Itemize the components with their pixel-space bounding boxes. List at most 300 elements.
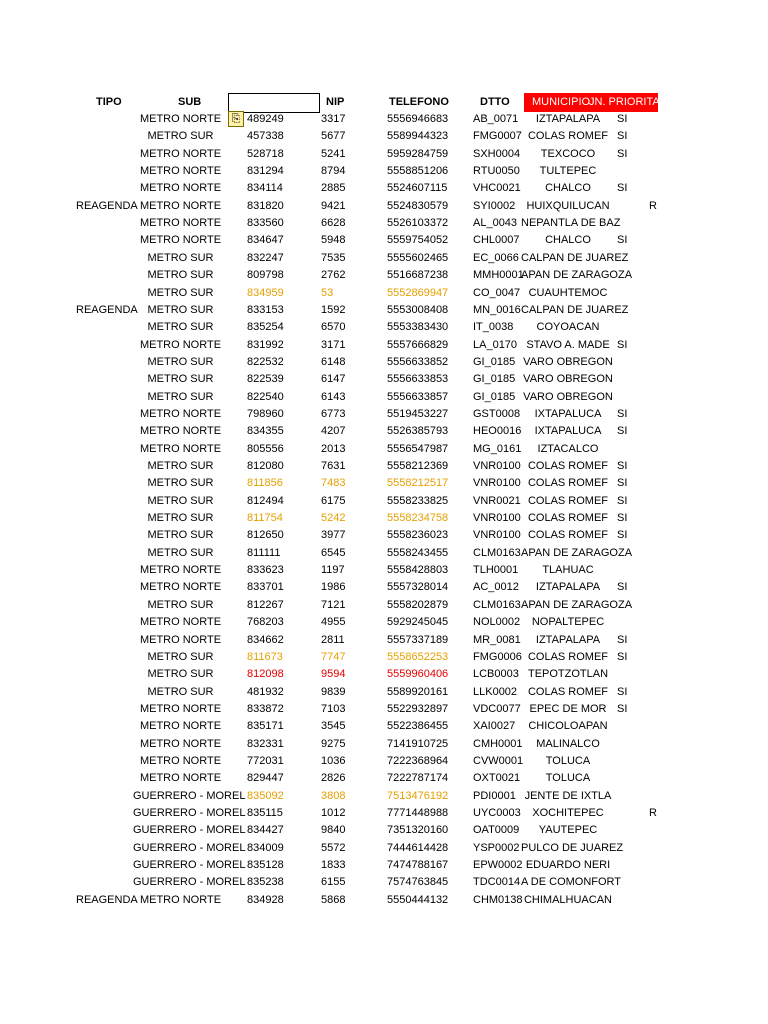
cell-nip[interactable]: 7483 [321,477,346,490]
cell-sub[interactable]: METRO NORTE [139,772,222,785]
cell-telefono[interactable]: 5553383430 [387,321,449,334]
cell-dtto[interactable]: GI_0185 [473,355,516,368]
cell-flag[interactable] [649,857,669,874]
cell-id[interactable]: 835254 [247,321,284,334]
cell-nip[interactable]: 1197 [321,564,345,577]
cell-tipo[interactable] [76,510,136,527]
cell-id[interactable]: 457338 [247,130,284,143]
table-row[interactable] [0,788,768,805]
cell-telefono[interactable]: 7444614428 [387,841,449,854]
cell-prioritaria[interactable] [617,770,647,787]
table-row[interactable] [0,562,768,579]
cell-prioritaria[interactable] [617,545,647,562]
cell-municipio[interactable]: APAN DE ZARAGOZA [521,598,633,611]
table-row[interactable] [0,232,768,249]
table-row[interactable] [0,614,768,631]
cell-flag[interactable] [649,180,669,197]
cell-municipio[interactable]: TEXCOCO [540,147,596,160]
cell-id[interactable]: 811856 [247,477,283,490]
cell-telefono[interactable]: 7222787174 [387,772,449,785]
cell-nip[interactable]: 5677 [321,130,346,143]
cell-id[interactable]: 809798 [247,269,284,282]
cell-nip[interactable]: 5241 [321,147,346,160]
table-row[interactable] [0,545,768,562]
cell-id[interactable]: 831820 [247,199,284,212]
cell-telefono[interactable]: 7351320160 [387,824,449,837]
table-row[interactable] [0,892,768,909]
cell-dtto[interactable]: XAI0027 [473,720,516,733]
cell-flag[interactable] [649,614,669,631]
cell-sub[interactable]: METRO NORTE [139,407,222,420]
cell-telefono[interactable]: 5558243455 [387,546,449,559]
cell-id[interactable]: 834647 [247,234,284,247]
cell-tipo[interactable] [76,805,136,822]
cell-dtto[interactable]: OAT0009 [473,824,520,837]
table-row[interactable] [0,180,768,197]
cell-prioritaria[interactable]: SI [617,477,628,490]
cell-prioritaria[interactable]: SI [617,338,628,351]
table-row[interactable] [0,857,768,874]
cell-id[interactable]: 835128 [247,859,284,872]
cell-id[interactable]: 768203 [247,616,284,629]
header-sub[interactable]: SUB [178,96,202,108]
table-row[interactable] [0,736,768,753]
cell-dtto[interactable]: AB_0071 [473,113,519,125]
cell-prioritaria[interactable]: SI [617,407,628,420]
cell-nip[interactable]: 7121 [321,598,346,611]
cell-nip[interactable]: 1986 [321,581,346,594]
cell-dtto[interactable]: YSP0002 [473,841,520,854]
selected-cell[interactable] [228,93,320,113]
cell-tipo[interactable] [76,874,136,891]
table-row[interactable] [0,371,768,388]
cell-prioritaria[interactable]: SI [617,494,628,507]
cell-prioritaria[interactable]: SI [617,581,628,594]
cell-id[interactable]: 812098 [247,668,284,681]
cell-tipo[interactable] [76,666,136,683]
cell-municipio[interactable]: COLAS ROMEF [527,460,609,472]
cell-nip[interactable]: 1012 [321,807,346,819]
cell-nip[interactable]: 7631 [321,460,346,472]
cell-sub[interactable]: METRO SUR [147,477,214,490]
cell-telefono[interactable]: 5555602465 [387,251,449,264]
cell-dtto[interactable]: TDC0014 [473,876,521,889]
cell-prioritaria[interactable]: SI [617,650,628,663]
cell-nip[interactable]: 6773 [321,407,346,420]
cell-sub[interactable]: METRO NORTE [139,199,222,212]
cell-nip[interactable]: 6143 [321,390,346,403]
cell-nip[interactable]: 1833 [321,859,346,872]
cell-dtto[interactable]: CLM0163 [473,598,521,611]
cell-id[interactable]: 835115 [247,807,283,819]
header-nip[interactable]: NIP [326,96,345,108]
cell-prioritaria[interactable] [617,562,647,579]
cell-prioritaria[interactable]: SI [617,425,628,438]
cell-telefono[interactable]: 7513476192 [387,789,449,802]
cell-municipio[interactable]: VARO OBREGON [523,373,613,386]
cell-tipo[interactable] [76,770,136,787]
cell-nip[interactable]: 2826 [321,772,346,785]
cell-nip[interactable]: 6175 [321,494,346,507]
cell-flag[interactable] [649,701,669,718]
cell-tipo[interactable] [76,215,136,232]
cell-id[interactable]: 822532 [247,355,284,368]
cell-sub[interactable]: METRO SUR [147,130,214,143]
cell-nip[interactable]: 5242 [321,512,346,525]
cell-sub[interactable]: METRO SUR [147,685,214,698]
header-dtto[interactable]: DTTO [480,96,510,108]
cell-flag[interactable] [649,718,669,735]
cell-telefono[interactable]: 5556547987 [387,442,449,455]
cell-nip[interactable]: 6628 [321,217,346,230]
table-row[interactable] [0,475,768,492]
cell-tipo[interactable] [76,180,136,197]
cell-sub[interactable]: METRO NORTE [139,581,222,594]
cell-dtto[interactable]: GI_0185 [473,373,516,386]
cell-dtto[interactable]: CO_0047 [473,286,521,299]
cell-dtto[interactable]: UYC0003 [473,807,521,819]
cell-sub[interactable]: METRO NORTE [139,564,222,577]
cell-sub[interactable]: METRO NORTE [139,442,222,455]
cell-municipio[interactable]: EPEC DE MOR [529,702,607,715]
cell-prioritaria[interactable] [617,805,647,822]
table-row[interactable] [0,146,768,163]
cell-id[interactable]: 812267 [247,598,284,611]
table-row[interactable] [0,111,768,128]
cell-id[interactable]: 835171 [247,720,284,733]
cell-dtto[interactable]: SYI0002 [473,199,516,212]
cell-municipio[interactable]: COLAS ROMEF [527,529,609,542]
cell-sub[interactable]: GUERRERO - MOREL [133,841,246,854]
cell-telefono[interactable]: 5559754052 [387,234,449,247]
cell-municipio[interactable]: IXTAPALUCA [534,425,602,438]
cell-telefono[interactable]: 5959284759 [387,147,449,160]
table-row[interactable] [0,354,768,371]
cell-municipio[interactable]: IZTACALCO [537,442,599,455]
cell-tipo[interactable] [76,285,136,302]
cell-telefono[interactable]: 5556633853 [387,373,449,386]
cell-flag[interactable] [649,163,669,180]
cell-dtto[interactable]: FMG0006 [473,650,522,663]
cell-municipio[interactable]: A DE COMONFORT [521,876,622,889]
cell-prioritaria[interactable] [617,788,647,805]
cell-telefono[interactable]: 5558234758 [387,512,449,525]
cell-flag[interactable] [649,319,669,336]
cell-sub[interactable]: METRO NORTE [139,616,222,629]
table-row[interactable] [0,163,768,180]
cell-flag[interactable] [649,770,669,787]
cell-sub[interactable]: METRO SUR [147,494,214,507]
cell-municipio[interactable]: CHALCO [545,182,591,195]
cell-dtto[interactable]: MN_0016 [473,303,521,316]
cell-municipio[interactable]: CALPAN DE JUAREZ [521,251,629,264]
cell-dtto[interactable]: VNR0100 [473,477,521,490]
cell-sub[interactable]: METRO NORTE [139,113,222,125]
cell-sub[interactable]: METRO SUR [147,269,214,282]
cell-sub[interactable]: METRO SUR [147,650,214,663]
cell-prioritaria[interactable] [617,267,647,284]
table-row[interactable] [0,285,768,302]
cell-tipo[interactable] [76,579,136,596]
table-row[interactable] [0,389,768,406]
cell-tipo[interactable]: REAGENDA [76,199,138,212]
cell-dtto[interactable]: IT_0038 [473,321,514,334]
cell-tipo[interactable] [76,822,136,839]
cell-dtto[interactable]: AL_0043 [473,217,518,230]
cell-tipo[interactable] [76,250,136,267]
table-row[interactable] [0,128,768,145]
cell-flag[interactable] [649,666,669,683]
cell-id[interactable]: 811673 [247,650,283,663]
cell-prioritaria[interactable]: SI [617,685,628,698]
cell-flag[interactable] [649,822,669,839]
cell-dtto[interactable]: AC_0012 [473,581,519,594]
cell-prioritaria[interactable] [617,215,647,232]
cell-dtto[interactable]: CVW0001 [473,754,524,767]
cell-sub[interactable]: METRO SUR [147,390,214,403]
cell-dtto[interactable]: HEO0016 [473,425,522,438]
cell-tipo[interactable] [76,545,136,562]
cell-telefono[interactable]: 5556633852 [387,355,449,368]
cell-tipo[interactable] [76,319,136,336]
cell-nip[interactable]: 5948 [321,234,346,247]
cell-id[interactable]: 831992 [247,338,284,351]
cell-municipio[interactable]: CUAUHTEMOC [528,286,608,299]
cell-municipio[interactable]: IXTAPALUCA [534,407,602,420]
table-row[interactable] [0,337,768,354]
table-row[interactable] [0,302,768,319]
table-row[interactable] [0,840,768,857]
cell-flag[interactable] [649,232,669,249]
cell-dtto[interactable]: CHL0007 [473,234,520,247]
cell-sub[interactable]: METRO SUR [147,598,214,611]
cell-tipo[interactable] [76,232,136,249]
cell-municipio[interactable]: CHALCO [545,234,591,247]
cell-telefono[interactable]: 5557337189 [387,633,449,646]
cell-flag[interactable] [649,406,669,423]
cell-prioritaria[interactable]: SI [617,529,628,542]
cell-sub[interactable]: METRO NORTE [139,234,222,247]
cell-id[interactable]: 528718 [247,147,284,160]
cell-telefono[interactable]: 5556633857 [387,390,449,403]
cell-tipo[interactable] [76,684,136,701]
cell-tipo[interactable] [76,371,136,388]
cell-telefono[interactable]: 5524607115 [387,182,448,195]
cell-nip[interactable]: 2762 [321,269,346,282]
cell-telefono[interactable]: 5558202879 [387,598,449,611]
cell-telefono[interactable]: 5553008408 [387,303,449,316]
table-row[interactable] [0,319,768,336]
cell-id[interactable]: 811754 [247,512,283,525]
cell-sub[interactable]: METRO SUR [147,668,214,681]
cell-municipio[interactable]: COLAS ROMEF [527,685,609,698]
cell-prioritaria[interactable] [617,163,647,180]
table-row[interactable] [0,753,768,770]
cell-municipio[interactable]: COLAS ROMEF [527,477,609,490]
cell-id[interactable]: 833153 [247,303,284,316]
cell-municipio[interactable]: EDUARDO NERI [525,859,611,872]
cell-flag[interactable] [649,527,669,544]
cell-sub[interactable]: METRO NORTE [139,754,222,767]
cell-telefono[interactable]: 5522386455 [387,720,449,733]
cell-tipo[interactable] [76,527,136,544]
cell-sub[interactable]: METRO SUR [147,529,214,542]
cell-telefono[interactable]: 7222368964 [387,754,449,767]
cell-nip[interactable]: 9275 [321,737,346,750]
cell-nip[interactable]: 6147 [321,373,346,386]
cell-nip[interactable]: 4207 [321,425,346,438]
cell-dtto[interactable]: LLK0002 [473,685,518,698]
cell-id[interactable]: 822540 [247,390,284,403]
cell-sub[interactable]: GUERRERO - MOREL [133,789,246,802]
cell-flag[interactable] [649,285,669,302]
cell-flag[interactable] [649,302,669,319]
cell-id[interactable]: 829447 [247,772,284,785]
table-row[interactable] [0,250,768,267]
cell-telefono[interactable]: 5556946683 [387,113,449,125]
cell-tipo[interactable] [76,701,136,718]
cell-municipio[interactable]: COYOACAN [536,321,600,334]
cell-flag[interactable] [649,128,669,145]
cell-nip[interactable]: 2811 [321,633,345,646]
table-row[interactable] [0,423,768,440]
cell-prioritaria[interactable] [617,857,647,874]
cell-sub[interactable]: METRO SUR [147,286,214,299]
cell-municipio[interactable]: HUIXQUILUCAN [526,199,610,212]
cell-id[interactable]: 481932 [247,685,284,698]
cell-municipio[interactable]: TULTEPEC [539,165,597,178]
cell-nip[interactable]: 2885 [321,182,346,195]
cell-id[interactable]: 834928 [247,893,284,906]
cell-municipio[interactable]: XOCHITEPEC [532,807,604,819]
cell-nip[interactable]: 3317 [321,113,346,125]
cell-tipo[interactable] [76,632,136,649]
cell-municipio[interactable]: TOLUCA [545,772,591,785]
cell-flag[interactable] [649,874,669,891]
cell-flag[interactable] [649,493,669,510]
cell-prioritaria[interactable]: SI [617,130,628,143]
cell-id[interactable]: 834959 [247,286,284,299]
cell-tipo[interactable] [76,857,136,874]
cell-municipio[interactable]: STAVO A. MADE [526,338,610,351]
cell-tipo[interactable] [76,423,136,440]
cell-prioritaria[interactable] [617,302,647,319]
cell-nip[interactable]: 3977 [321,529,346,542]
cell-telefono[interactable]: 5558236023 [387,529,449,542]
cell-tipo[interactable] [76,389,136,406]
cell-prioritaria[interactable] [617,250,647,267]
cell-flag[interactable] [649,389,669,406]
cell-flag[interactable] [649,267,669,284]
cell-prioritaria[interactable] [617,371,647,388]
cell-telefono[interactable]: 5522932897 [387,702,449,715]
cell-tipo[interactable] [76,718,136,735]
cell-tipo[interactable] [76,406,136,423]
cell-dtto[interactable]: SXH0004 [473,147,521,160]
cell-municipio[interactable]: COLAS ROMEF [527,130,609,143]
cell-flag[interactable] [649,684,669,701]
cell-dtto[interactable]: EC_0066 [473,251,519,264]
table-row[interactable] [0,441,768,458]
cell-nip[interactable]: 9594 [321,668,346,681]
table-row[interactable] [0,510,768,527]
cell-telefono[interactable]: 5557328014 [387,581,449,594]
cell-id[interactable]: 835092 [247,789,284,802]
cell-sub[interactable]: METRO NORTE [139,893,222,906]
cell-dtto[interactable]: LA_0170 [473,338,518,351]
cell-dtto[interactable]: CHM0138 [473,893,523,906]
cell-id[interactable]: 812080 [247,460,284,472]
cell-nip[interactable]: 5572 [321,841,346,854]
cell-telefono[interactable]: 5550444132 [387,893,449,906]
cell-flag[interactable] [649,250,669,267]
cell-municipio[interactable]: CHICOLOAPAN [528,720,608,733]
cell-tipo[interactable] [76,163,136,180]
cell-tipo[interactable] [76,840,136,857]
cell-tipo[interactable] [76,441,136,458]
cell-dtto[interactable]: EPW0002 [473,859,523,872]
cell-nip[interactable]: 8794 [321,165,346,178]
cell-telefono[interactable]: 5589920161 [387,685,449,698]
cell-telefono[interactable]: 5558212369 [387,460,449,472]
cell-prioritaria[interactable]: SI [617,512,628,525]
cell-tipo[interactable] [76,128,136,145]
cell-dtto[interactable]: GST0008 [473,407,521,420]
cell-telefono[interactable]: 5558212517 [387,477,449,490]
cell-prioritaria[interactable] [617,389,647,406]
cell-tipo[interactable]: REAGENDA [76,303,138,316]
cell-sub[interactable]: METRO NORTE [139,425,222,438]
cell-telefono[interactable]: 5559960406 [387,668,449,681]
cell-municipio[interactable]: NOPALTEPEC [531,616,605,629]
cell-flag[interactable] [649,579,669,596]
cell-municipio[interactable]: YAUTEPEC [538,824,598,837]
table-row[interactable] [0,718,768,735]
cell-prioritaria[interactable]: SI [617,234,628,247]
cell-id[interactable]: 834009 [247,841,284,854]
cell-prioritaria[interactable] [617,874,647,891]
cell-id[interactable]: 805556 [247,442,284,455]
cell-sub[interactable]: GUERRERO - MOREL [133,876,246,889]
cell-id[interactable]: 489249 [247,113,284,125]
cell-prioritaria[interactable] [617,319,647,336]
cell-sub[interactable]: METRO SUR [147,512,214,525]
cell-nip[interactable]: 9840 [321,824,346,837]
cell-municipio[interactable]: IZTAPALAPA [535,633,601,646]
cell-municipio[interactable]: COLAS ROMEF [527,512,609,525]
cell-dtto[interactable]: NOL0002 [473,616,521,629]
cell-nip[interactable]: 3808 [321,789,346,802]
cell-municipio[interactable]: JENTE DE IXTLA [524,789,612,802]
cell-flag[interactable] [649,892,669,909]
cell-telefono[interactable]: 5558428803 [387,564,449,577]
cell-telefono[interactable]: 5519453227 [387,407,449,420]
cell-sub[interactable]: METRO SUR [147,460,214,472]
cell-telefono[interactable]: 5558851206 [387,165,449,178]
header-telefono[interactable]: TELEFONO [389,96,449,108]
cell-flag[interactable]: R [649,807,657,819]
cell-telefono[interactable]: 5516687238 [387,269,449,282]
cell-prioritaria[interactable] [617,822,647,839]
cell-dtto[interactable]: VDC0077 [473,702,521,715]
cell-flag[interactable] [649,649,669,666]
cell-telefono[interactable]: 7771448988 [387,807,449,819]
cell-prioritaria[interactable]: SI [617,702,628,715]
header-tipo[interactable]: TIPO [96,96,122,108]
cell-prioritaria[interactable]: SI [617,113,628,125]
cell-sub[interactable]: METRO SUR [147,546,214,559]
cell-tipo[interactable] [76,493,136,510]
